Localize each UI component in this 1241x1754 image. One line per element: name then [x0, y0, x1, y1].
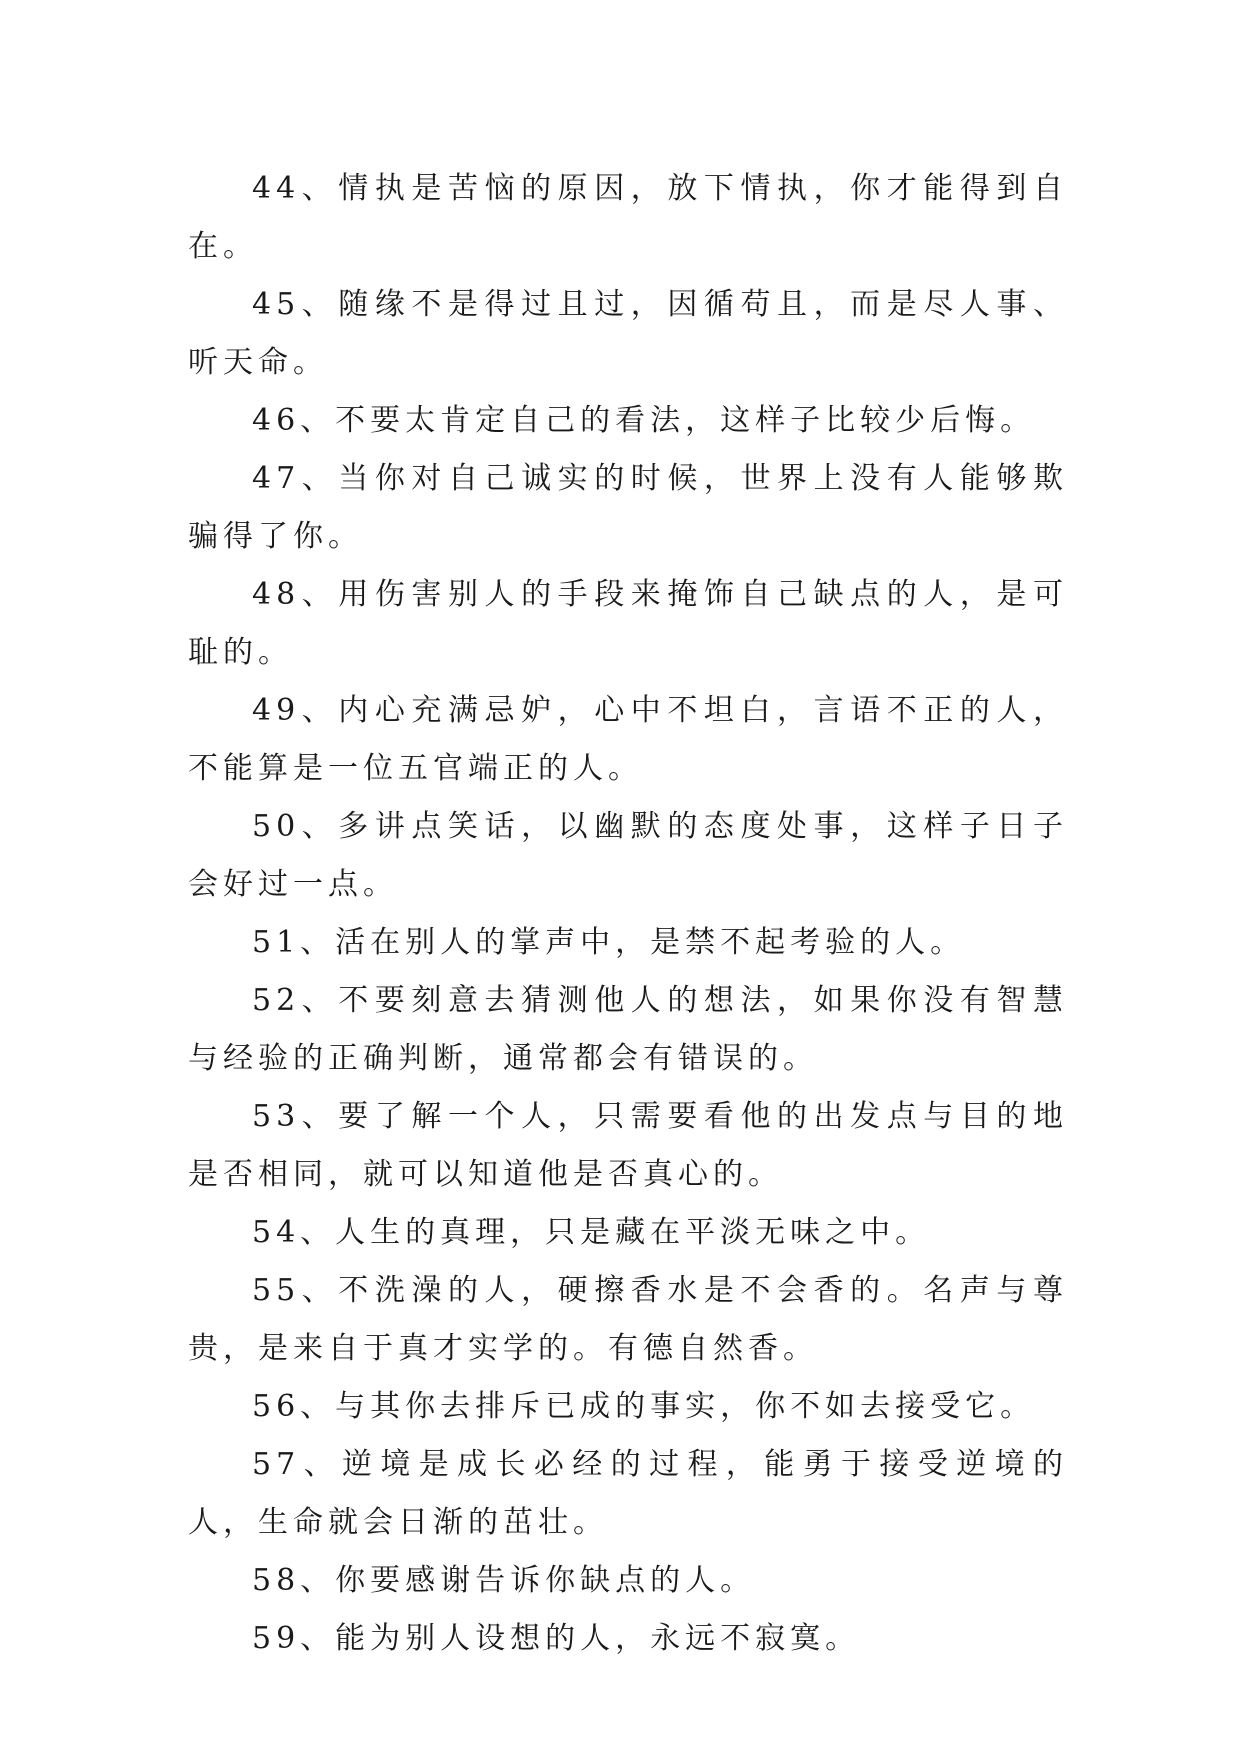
quote-paragraph-57: 57、逆境是成长必经的过程，能勇于接受逆境的人，生命就会日渐的茁壮。	[188, 1447, 1068, 1540]
quote-paragraph-50: 50、多讲点笑话，以幽默的态度处事，这样子日子会好过一点。	[188, 809, 1068, 902]
document-body	[188, 160, 1068, 1668]
quote-paragraph-52: 52、不要刻意去猜测他人的想法，如果你没有智慧与经验的正确判断，通常都会有错误的。	[188, 983, 1068, 1076]
quote-paragraph-45: 45、随缘不是得过且过，因循苟且，而是尽人事、听天命。	[188, 287, 1068, 380]
quote-paragraph-49: 49、内心充满忌妒，心中不坦白，言语不正的人，不能算是一位五官端正的人。	[188, 693, 1068, 786]
quote-paragraph-48: 48、用伤害别人的手段来掩饰自己缺点的人，是可耻的。	[188, 577, 1068, 670]
quote-paragraph-55: 55、不洗澡的人，硬擦香水是不会香的。名声与尊贵，是来自于真才实学的。有德自然香。	[188, 1273, 1068, 1366]
quote-paragraph-51: 51、活在别人的掌声中，是禁不起考验的人。	[252, 925, 966, 960]
quote-paragraph-53: 53、要了解一个人，只需要看他的出发点与目的地是否相同，就可以知道他是否真心的。	[188, 1099, 1068, 1192]
quote-paragraph-54: 54、人生的真理，只是藏在平淡无味之中。	[252, 1215, 931, 1250]
quote-paragraph-58: 58、你要感谢告诉你缺点的人。	[252, 1563, 756, 1598]
quote-paragraph-56: 56、与其你去排斥已成的事实，你不如去接受它。	[252, 1389, 1036, 1424]
quote-paragraph-47: 47、当你对自己诚实的时候，世界上没有人能够欺骗得了你。	[188, 461, 1068, 554]
quote-paragraph-59: 59、能为别人设想的人，永远不寂寞。	[252, 1621, 861, 1656]
quote-paragraph-46: 46、不要太肯定自己的看法，这样子比较少后悔。	[252, 403, 1036, 438]
quote-paragraph-44: 44、情执是苦恼的原因，放下情执，你才能得到自在。	[188, 171, 1068, 264]
